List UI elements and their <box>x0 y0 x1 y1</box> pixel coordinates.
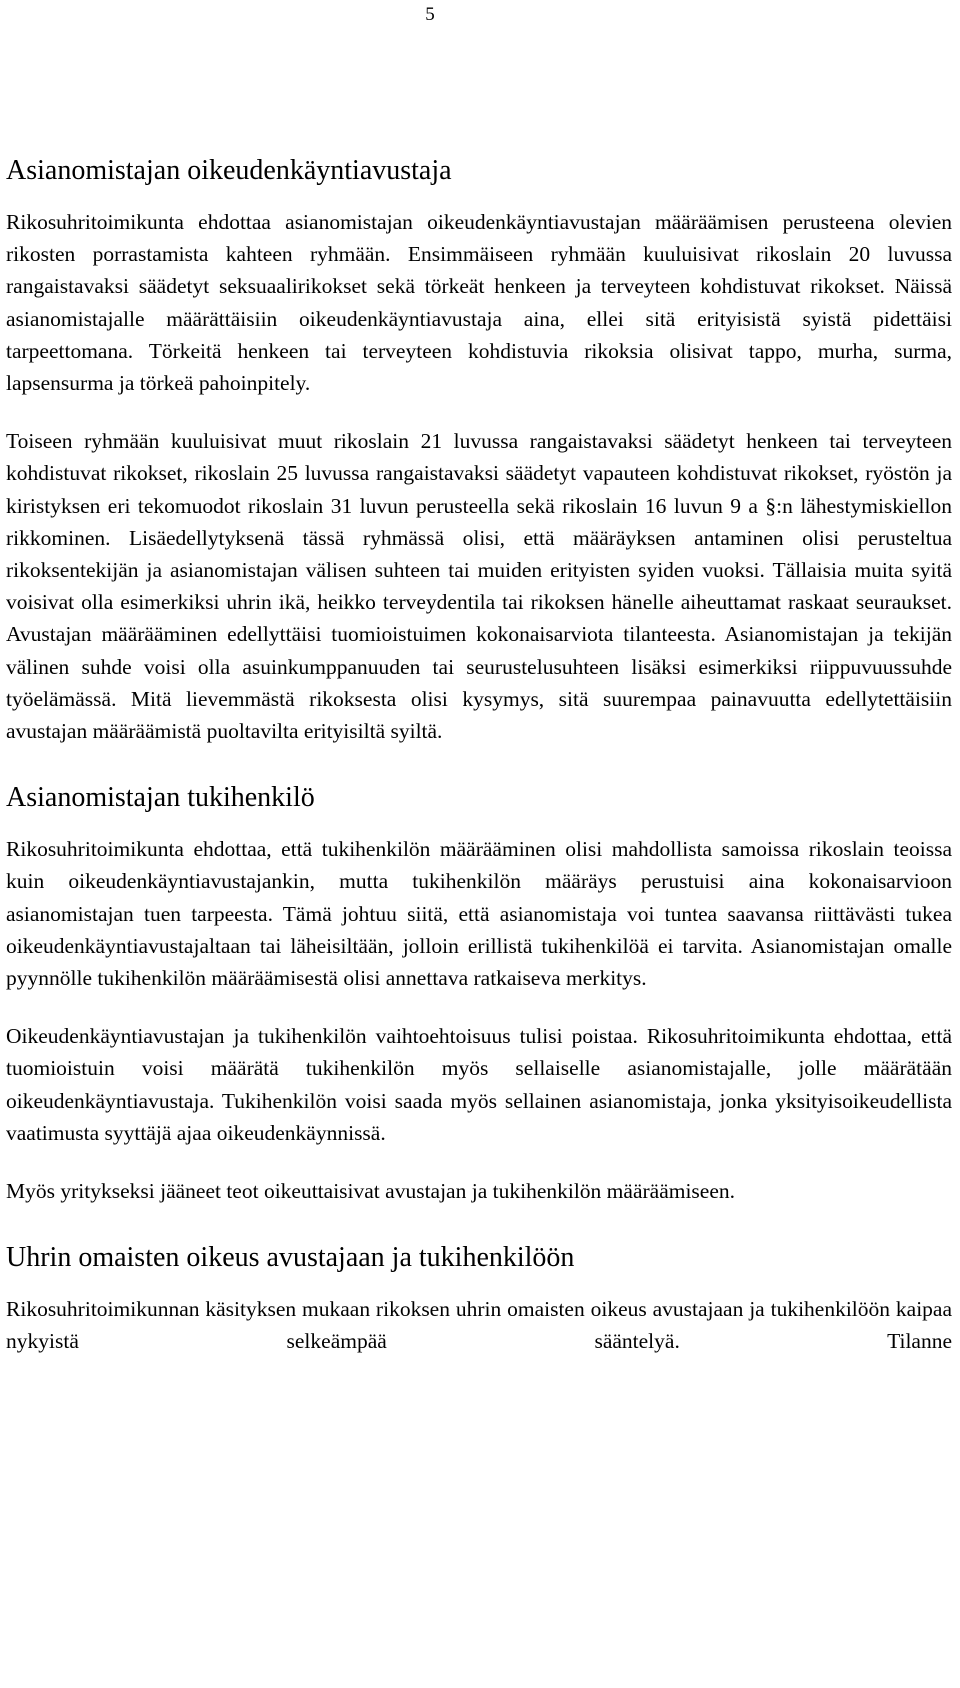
section-heading: Uhrin omaisten oikeus avustajaan ja tukihenkilöön <box>6 1242 575 1274</box>
section-tukihenkilo <box>6 781 952 1207</box>
paragraph: Toiseen ryhmään kuuluisivat muut rikoslain 21 luvussa rangaistavaksi säädetyt henkeen tai terveyteen kohdistuvat rikokset, rikoslain 25 luvussa rangaistavaksi säädetyt vapauteen kohdistuvat rikokset, ryöstön ja kiristyksen eri tekomuodot rikoslain 31 luvun perusteella sekä rikoslain 16 luvun 9 a §:n lähestymiskiellon rikkominen. Lisäedellytyksenä tässä ryhmässä olisi, että määräyksen antaminen olisi perusteltua rikoksentekijän ja asianomistajan välisen suhteen tai muiden erityisten syiden vuoksi. Tällaisia muita syitä voisivat olla esimerkiksi uhrin ikä, heikko terveydentila tai rikoksen hänelle aiheuttamat raskaat seuraukset. Avustajan määrääminen edellyttäisi tuomioistuimen kokonaisarviota tilanteesta. Asianomistajan ja tekijän välinen suhde voisi olla asuinkumppanuuden tai seurustelusuhteen lisäksi esimerkiksi riippuvuussuhde työelämässä. Mitä lievemmästä rikoksesta olisi kysymys, sitä suurempaa painavuutta edellytettäisiin avustajan määräämistä puoltavilta erityisiltä syiltä. <box>6 429 952 744</box>
page-number: 5 <box>425 4 435 25</box>
section-heading: Asianomistajan oikeudenkäyntiavustaja <box>6 155 452 186</box>
paragraph: Myös yritykseksi jääneet teot oikeuttaisivat avustajan ja tukihenkilön määräämiseen. <box>6 1179 736 1204</box>
section-omaisten-oikeus <box>6 1241 952 1357</box>
paragraph: Rikosuhritoimikunnan käsityksen mukaan rikoksen uhrin omaisten oikeus avustajaan ja tukihenkilöön kaipaa nykyistä selkeämpää sääntelyä. Tilanne <box>6 1297 952 1354</box>
paragraph: Rikosuhritoimikunta ehdottaa, että tukihenkilön määrääminen olisi mahdollista samoissa rikoslain teoissa kuin oikeudenkäyntiavustajankin, mutta tukihenkilön määräys perustuisi aina kokonaisarvioon asianomistajan tuen tarpeesta. Tämä johtuu siitä, että asianomistaja voi tuntea saavansa riittävästi tukea oikeudenkäyntiavustajaltaan tai läheisiltään, jolloin erillistä tukihenkilöä ei tarvita. Asianomistajan omalle pyynnölle tukihenkilön määräämisestä olisi annettava ratkaiseva merkitys. <box>6 837 952 991</box>
document-body <box>6 154 952 1358</box>
paragraph: Oikeudenkäyntiavustajan ja tukihenkilön vaihtoehtoisuus tulisi poistaa. Rikosuhritoimikunta ehdottaa, että tuomioistuin voisi määrätä tukihenkilön myös sellaiselle asianomistajalle, jolle määrätään oikeudenkäyntiavustaja. Tukihenkilön voisi saada myös sellainen asianomistaja, jonka yksityisoikeudellista vaatimusta syyttäjä ajaa oikeudenkäynnissä. <box>6 1024 952 1145</box>
section-heading: Asianomistajan tukihenkilö <box>6 782 315 814</box>
section-oikeudenkayntiavustaja <box>6 154 952 747</box>
paragraph: Rikosuhritoimikunta ehdottaa asianomistajan oikeudenkäyntiavustajan määräämisen perusteena olevien rikosten porrastamista kahteen ryhmään. Ensimmäiseen ryhmään kuuluisivat rikoslain 20 luvussa rangaistavaksi säädetyt seksuaalirikokset sekä törkeät henkeen ja terveyteen kohdistuvat rikokset. Näissä asianomistajalle määrättäisiin oikeudenkäyntiavustaja aina, ellei sitä erityisistä syistä pidettäisi tarpeettomana. Törkeitä henkeen tai terveyteen kohdistuvia rikoksia olisivat tappo, murha, surma, lapsensurma ja törkeä pahoinpitely. <box>6 210 952 396</box>
